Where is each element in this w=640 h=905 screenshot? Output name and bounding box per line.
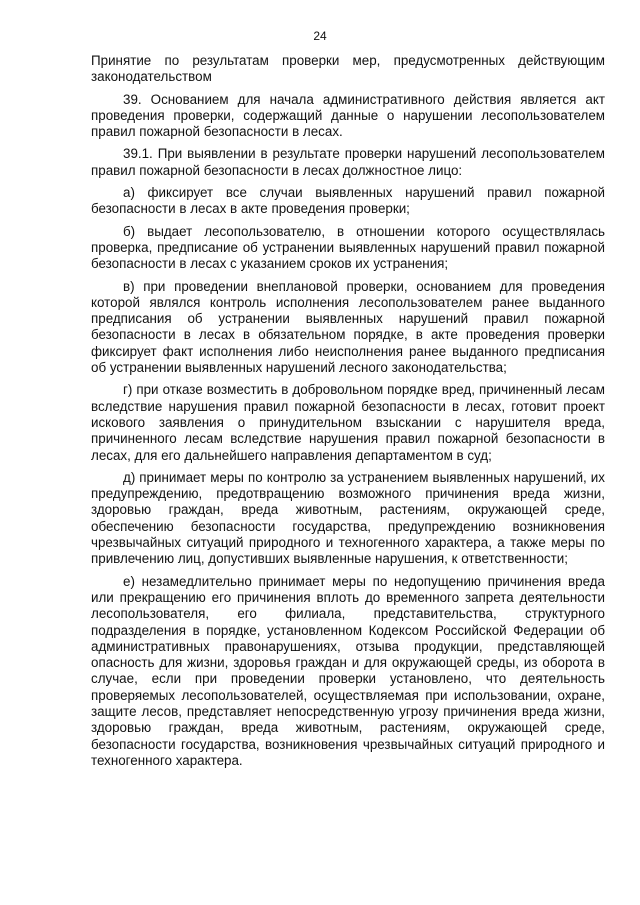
paragraph-item-v: в) при проведении внеплановой проверки, основанием для проведения которой являлся контроль исполнения лесопользователем ранее выданного предписания об устранении выявленных нарушений правил пожарной безопасности в лесах в обязательном порядке, в акте проведения проверки фиксирует факт исполнения либо неисполнения ранее выданного предписания об устранении выявленных нарушений лесного законодательства; xyxy=(91,278,605,376)
paragraph-item-e: е) незамедлительно принимает меры по недопущению причинения вреда или прекращению его причинения вплоть до временного запрета деятельности лесопользователя, его филиала, представительства, структурного подразделения в порядке, установленном Кодексом Российской Федерации об административных правонарушениях, отзыва продукции, представляющей опасность для жизни, здоровья граждан и для окружающей среды, из оборота в случае, если при проведении проверки установлено, что деятельность проверяемых лесопользователей, осуществляемая при использовании, охране, защите лесов, представляет непосредственную угрозу причинения вреда жизни, здоровью граждан, вреда животным, растениям, окружающей среде, безопасности государства, возникновения чрезвычайных ситуаций природного и техногенного характера. xyxy=(91,573,605,768)
paragraph-item-d: д) принимает меры по контролю за устранением выявленных нарушений, их предупреждению, предотвращению возможного причинения вреда жизни, здоровью граждан, вреда животным, растениям, окружающей среде, обеспечению безопасности государства, предупреждению возникновения чрезвычайных ситуаций природного и техногенного характера, а также меры по привлечению лиц, допустивших выявленные нарушения, к ответственности; xyxy=(91,469,605,567)
paragraph-item-a: а) фиксирует все случаи выявленных нарушений правил пожарной безопасности в лесах в акте проведения проверки; xyxy=(91,185,605,217)
paragraph-39-1: 39.1. При выявлении в результате проверки нарушений лесопользователем правил пожарной безопасности в лесах должностное лицо: xyxy=(91,146,605,178)
paragraph-item-b: б) выдает лесопользователю, в отношении которого осуществлялась проверка, предписание об устранении выявленных нарушений правил пожарной безопасности в лесах с указанием сроков их устранения; xyxy=(91,223,605,272)
section-heading: Принятие по результатам проверки мер, предусмотренных действующим законодательством xyxy=(91,53,605,85)
page-number: 24 xyxy=(313,29,327,43)
paragraph-39: 39. Основанием для начала административного действия является акт проведения проверки, содержащий данные о нарушении лесопользователем правил пожарной безопасности в лесах. xyxy=(91,91,605,140)
paragraph-item-g: г) при отказе возместить в добровольном порядке вред, причиненный лесам вследствие нарушения правил пожарной безопасности в лесах, готовит проект искового заявления о принудительном взыскании с нарушителя вреда, причиненного лесам вследствие нарушения правил пожарной безопасности в лесах, для его дальнейшего направления департаментом в суд; xyxy=(91,382,605,463)
document-body xyxy=(91,53,605,775)
